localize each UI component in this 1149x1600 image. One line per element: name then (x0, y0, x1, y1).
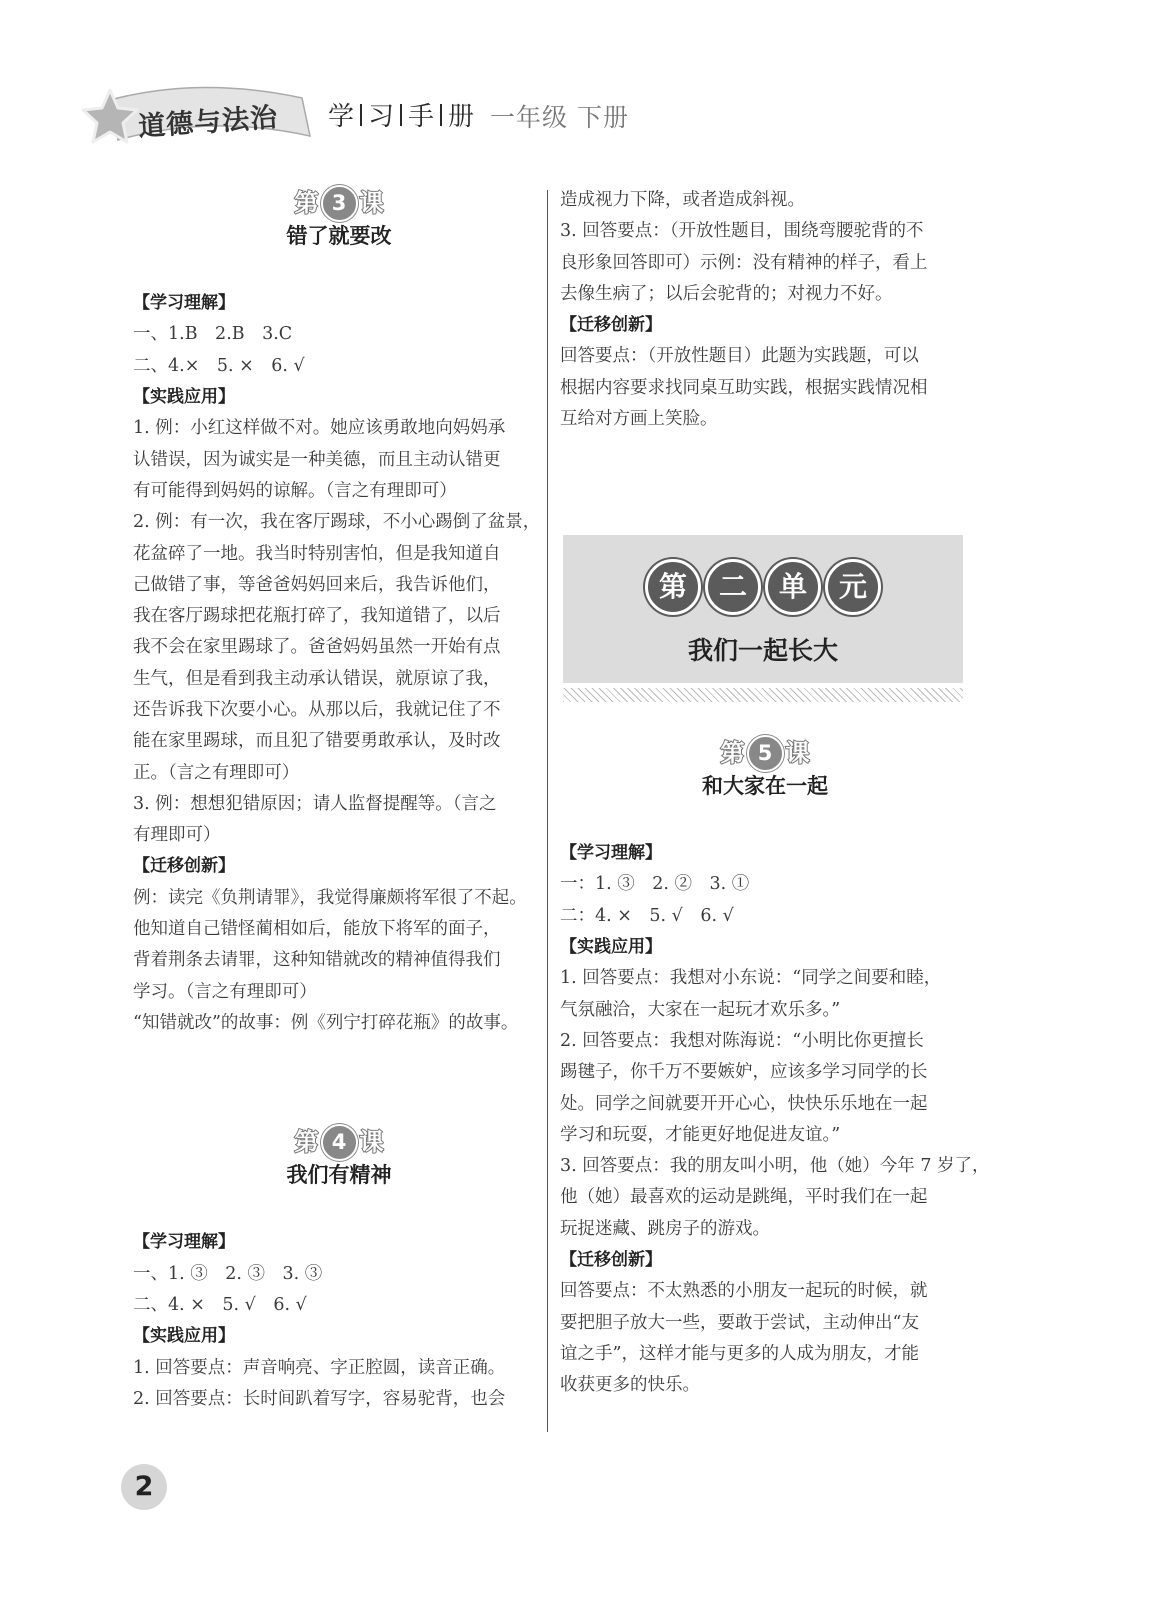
unit-char: 元 (825, 559, 881, 615)
answer-line: 要把胆子放大一些，要敢于尝试，主动伸出“友 (560, 1312, 919, 1333)
answer-line: 去像生病了；以后会驼背的；对视力不好。 (560, 283, 893, 304)
answer-line: 二：4. × 5. √ 6. √ (560, 905, 734, 926)
answer-line: 有理即可） (133, 825, 221, 846)
hatch-divider (563, 688, 963, 702)
lesson-badge: 第 3 课 (295, 185, 384, 222)
answer-line: 3. 例：想想犯错原因；请人监督提醒等。（言之 (133, 793, 497, 814)
answer-line: 一、1.B 2.B 3.C (133, 324, 293, 345)
answer-line: 例：读完《负荆请罪》，我觉得廉颇将军很了不起。 (133, 887, 527, 908)
answer-line: 2. 回答要点：我想对陈海说：“小明比你更擅长 (560, 1030, 924, 1051)
answer-line: 1. 回答要点：我想对小东说：“同学之间要和睦， (560, 968, 942, 989)
lesson-number: 3 (321, 185, 358, 222)
answer-line: 他（她）最喜欢的运动是跳绳，平时我们在一起 (560, 1187, 928, 1208)
answer-lines (560, 185, 970, 310)
series-char: 习 (368, 102, 395, 132)
answer-line: 花盆碎了一地。我当时特别害怕，但是我知道自 (133, 543, 501, 564)
answer-lines (133, 883, 545, 1039)
answer-line: 3. 回答要点：（开放性题目，围绕弯腰驼背的不 (560, 221, 924, 242)
answer-line: 二、4.× 5. × 6. √ (133, 355, 305, 376)
lesson-5-heading (560, 735, 970, 800)
right-column (560, 185, 970, 435)
answer-line: 2. 例：有一次，我在客厅踢球，不小心踢倒了盆景， (133, 512, 541, 533)
lesson-4-heading (133, 1124, 545, 1189)
series-char: 手 (408, 102, 435, 132)
answer-line: 3. 回答要点：我的朋友叫小明，他（她）今年 7 岁了， (560, 1156, 990, 1177)
answer-line: 踢毽子，你千万不要嫉妒，应该多学习同学的长 (560, 1062, 928, 1083)
answer-line: 造成视力下降，或者造成斜视。 (560, 190, 805, 210)
answer-line: 己做错了事，等爸爸妈妈回来后，我告诉他们， (133, 574, 501, 595)
answer-line: 背着荆条去请罪，这种知错就改的精神值得我们 (133, 950, 501, 971)
answer-lines (133, 413, 545, 851)
answer-line: 气氛融洽，大家在一起玩才欢乐多。” (560, 999, 841, 1020)
answer-line: 1. 例：小红这样做不对。她应该勇敢地向妈妈承 (133, 418, 506, 439)
answer-line: 回答要点：（开放性题目）此题为实践题，可以 (560, 346, 919, 367)
section-heading: 【实践应用】 (560, 937, 662, 958)
section-heading: 【迁移创新】 (560, 1250, 662, 1270)
answer-line: 学习。（言之有理即可） (133, 981, 317, 1002)
answer-line: 认错误，因为诚实是一种美德，而且主动认错更 (133, 449, 501, 470)
answer-lines (133, 1353, 545, 1416)
answer-line: 还告诉我下次要小心。从那以后，我就记住了不 (133, 700, 501, 720)
answer-line: 学习和玩耍，才能更好地促进友谊。” (560, 1124, 841, 1145)
unit-title: 我们一起长大 (687, 636, 838, 665)
answer-line: 回答要点：不太熟悉的小朋友一起玩的时候，就 (560, 1281, 928, 1302)
section-heading: 【实践应用】 (133, 1326, 235, 1347)
section-heading: 【实践应用】 (133, 387, 235, 408)
answer-lines (560, 1276, 970, 1401)
answer-line: “知错就改”的故事：例《列宁打碎花瓶》的故事。 (133, 1012, 519, 1033)
answer-lines (133, 319, 545, 382)
unit-char: 单 (765, 559, 821, 615)
answer-line: 他知道自己错怪蔺相如后，能放下将军的面子， (133, 919, 501, 940)
answer-line: 正。（言之有理即可） (133, 762, 300, 783)
answer-line: 根据内容要求找同桌互助实践，根据实践情况相 (560, 377, 928, 398)
series-char: 学 (328, 102, 355, 132)
answer-line: 生气，但是看到我主动承认错误，就原谅了我， (133, 668, 501, 689)
section-heading: 【学习理解】 (560, 843, 662, 864)
section-heading: 【学习理解】 (133, 293, 235, 314)
subject-title: 道德与法治 (137, 102, 280, 143)
lesson-3-heading (133, 185, 545, 250)
lesson-badge: 第 4 课 (295, 1124, 384, 1161)
answer-line: 一、1. ③ 2. ③ 3. ③ (133, 1263, 323, 1284)
answer-line: 良形象回答即可）示例：没有精神的样子，看上 (560, 252, 928, 273)
answer-line: 玩捉迷藏、跳房子的游戏。 (560, 1218, 770, 1239)
unit-char: 二 (705, 559, 761, 615)
answer-line: 收获更多的快乐。 (560, 1375, 700, 1396)
page-header (80, 78, 780, 158)
lesson-badge: 第 5 课 (721, 735, 810, 772)
answer-line: 谊之手”，这样才能与更多的人成为朋友，才能 (560, 1343, 919, 1364)
answer-line: 1. 回答要点：声音响亮、字正腔圆，读音正确。 (133, 1357, 506, 1378)
answer-lines (133, 1259, 545, 1322)
answer-line: 一：1. ③ 2. ② 3. ① (560, 874, 750, 895)
answer-lines (560, 869, 970, 932)
answer-line: 处。同学之间就要开开心心，快快乐乐地在一起 (560, 1093, 928, 1114)
answer-lines (560, 963, 990, 1245)
answer-line: 我不会在家里踢球了。爸爸妈妈虽然一开始有点 (133, 637, 501, 658)
lesson-number: 5 (747, 735, 784, 772)
answer-line: 2. 回答要点：长时间趴着写字，容易驼背，也会 (133, 1388, 506, 1409)
section-heading: 【学习理解】 (133, 1232, 235, 1253)
unit-banner (563, 535, 963, 683)
column-divider (547, 190, 548, 1432)
answer-line: 我在客厅踢球把花瓶打碎了，我知道错了，以后 (133, 606, 501, 627)
answer-line: 二、4. × 5. √ 6. √ (133, 1295, 307, 1315)
answer-lines (560, 341, 970, 435)
answer-line: 有可能得到妈妈的谅解。（言之有理即可） (133, 480, 457, 501)
page-number: 2 (121, 1464, 167, 1510)
section-heading: 【迁移创新】 (133, 856, 235, 877)
lesson-title: 错了就要改 (286, 224, 392, 249)
series-title (322, 96, 480, 133)
answer-line: 能在家里踢球，而且犯了错要勇敢承认，及时改 (133, 731, 501, 752)
lesson-number: 4 (321, 1124, 358, 1161)
series-char: 册 (448, 102, 475, 132)
section-heading: 【迁移创新】 (560, 315, 662, 336)
lesson-title: 和大家在一起 (702, 774, 828, 799)
answer-line: 互给对方画上笑脸。 (560, 409, 718, 430)
unit-label (563, 559, 963, 615)
left-column (133, 185, 545, 1415)
grade-label: 一年级 下册 (490, 103, 629, 132)
lesson-title: 我们有精神 (286, 1163, 392, 1188)
lesson-5-block (560, 735, 990, 1401)
unit-char: 第 (645, 559, 701, 615)
